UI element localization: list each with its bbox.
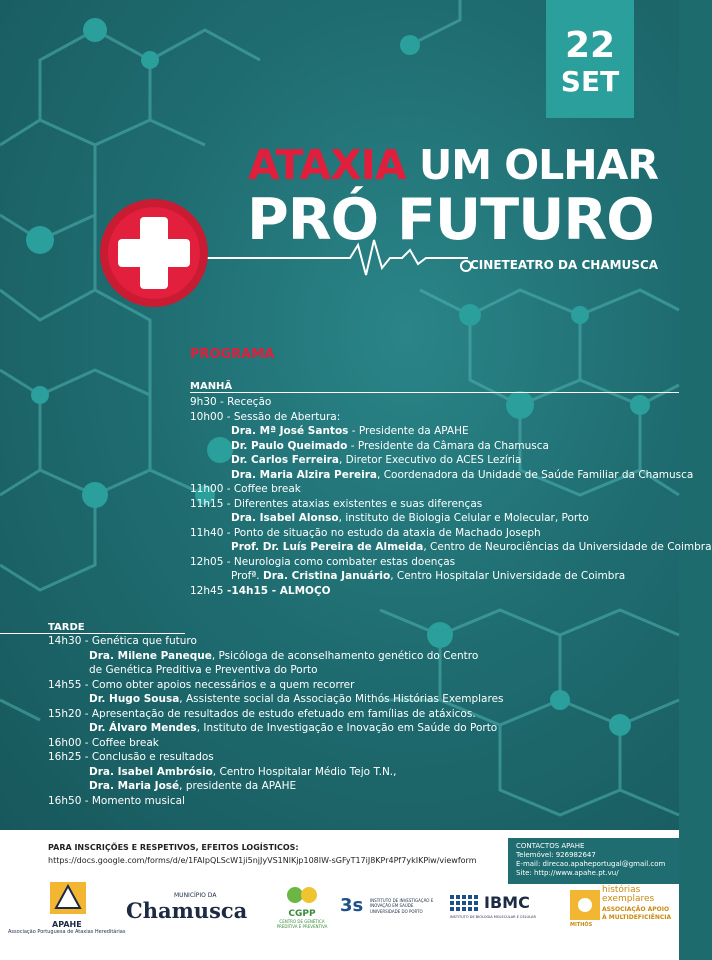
speaker-name: Dr. Hugo Sousa bbox=[89, 693, 180, 705]
date-badge bbox=[546, 0, 634, 118]
speaker-name: Dra. Cristina Januário bbox=[262, 570, 391, 582]
schedule-time: 11h15 bbox=[190, 497, 224, 510]
contacts-email[interactable]: E-mail: direcao.apaheportugal@gmail.com bbox=[516, 860, 666, 868]
schedule-item bbox=[48, 750, 504, 765]
schedule-time: 9h30 bbox=[190, 396, 217, 408]
schedule-text: - Genética que futuro bbox=[81, 635, 197, 647]
speaker-name: Dra. Mª José Santos bbox=[231, 425, 349, 437]
schedule-text: - Receção bbox=[216, 396, 272, 408]
schedule-item bbox=[190, 526, 712, 541]
schedule-text: , Centro Hospitalar Universidade de Coimbra bbox=[390, 570, 626, 582]
schedule-text: - Coffee break bbox=[223, 483, 301, 495]
schedule-item bbox=[190, 584, 712, 599]
schedule-text: - Conclusão e resultados bbox=[81, 751, 214, 763]
schedule-time: 10h00 bbox=[190, 410, 224, 423]
cgpp-logo: CGPP CENTRO DE GENÉTICA PREDITIVA E PREVENTIVA bbox=[270, 885, 334, 929]
schedule-time: 16h00 bbox=[48, 736, 82, 749]
schedule-time: 12h45 bbox=[190, 584, 224, 597]
schedule-text: - Presidente da Câmara da Chamusca bbox=[347, 439, 549, 452]
contacts-site[interactable]: Site: http://www.apahe.pt.vu/ bbox=[516, 869, 619, 877]
schedule-text: , Centro de Neurociências da Universidade de Coimbra bbox=[423, 541, 712, 553]
schedule-item bbox=[190, 395, 712, 410]
afternoon-schedule bbox=[48, 634, 504, 808]
speaker-name: Prof. Dr. Luís Pereira de Almeida bbox=[231, 541, 424, 553]
contacts-phone: Telemóvel: 926982647 bbox=[516, 851, 596, 859]
schedule-text: , Instituto de Investigação e Inovação em Saúde do Porto bbox=[196, 722, 498, 734]
speaker-name: Dr. Paulo Queimado bbox=[231, 439, 348, 452]
speaker-name: -14h15 - ALMOÇO bbox=[223, 584, 331, 597]
cgpp-emblem-icon bbox=[285, 885, 319, 905]
schedule-time: 12h05 bbox=[190, 555, 224, 568]
event-title-line1 bbox=[248, 142, 658, 188]
schedule-item bbox=[48, 663, 504, 678]
medical-cross-icon bbox=[98, 197, 210, 309]
apahe-logo: APAHE Associação Portuguesa de Ataxias Hereditárias bbox=[8, 880, 128, 935]
date-day: 22 bbox=[564, 25, 616, 66]
schedule-time: 11h00 bbox=[190, 483, 224, 495]
schedule-text: - Ponto de situação no estudo da ataxia de Machado Joseph bbox=[223, 526, 541, 539]
schedule-text: Profª. bbox=[231, 570, 263, 582]
schedule-item bbox=[190, 569, 712, 584]
schedule-text: de Genética Preditiva e Preventiva do Porto bbox=[89, 664, 318, 676]
schedule-text: - Presidente da APAHE bbox=[348, 425, 469, 437]
schedule-item bbox=[190, 410, 712, 425]
speaker-name: Dra. Isabel Alonso bbox=[231, 512, 339, 524]
schedule-text: - Diferentes ataxias existentes e suas diferenças bbox=[223, 497, 483, 510]
schedule-item bbox=[48, 649, 504, 664]
registration-link[interactable]: https://docs.google.com/forms/d/e/1FAIpQLScW1ji5njJyVS1NlKjp108IW-sGFyT17iJ8KPr4Pf7ykIKPiw/viewform bbox=[48, 856, 477, 865]
schedule-text: , Assistente social da Associação Mithós Histórias Exemplares bbox=[179, 693, 504, 705]
registration-title: PARA INSCRIÇÕES E RESPETIVOS, EFEITOS LOGÍSTICOS: bbox=[48, 843, 299, 852]
schedule-text: , Diretor Executivo do ACES Lezíria bbox=[338, 454, 522, 466]
speaker-name: Dr. Carlos Ferreira bbox=[231, 454, 339, 466]
speaker-name: Dr. Álvaro Mendes bbox=[89, 722, 197, 734]
contacts-title: CONTACTOS APAHE bbox=[516, 842, 585, 850]
schedule-item bbox=[190, 497, 712, 512]
speaker-name: Dra. Isabel Ambrósio bbox=[89, 765, 213, 778]
program-heading: PROGRAMA bbox=[190, 347, 275, 362]
morning-label: MANHÃ bbox=[190, 381, 233, 392]
schedule-item bbox=[190, 482, 712, 497]
mithos-sun-icon bbox=[570, 890, 600, 920]
schedule-item bbox=[190, 540, 712, 555]
schedule-item bbox=[48, 721, 504, 736]
event-title-line2: PRÓ FUTURO bbox=[247, 187, 654, 253]
speaker-name: Dra. Milene Paneque bbox=[89, 649, 212, 662]
schedule-text: , Coordenadora da Unidade de Saúde Familiar da Chamusca bbox=[377, 468, 694, 481]
schedule-item bbox=[48, 692, 504, 707]
schedule-text: , instituto de Biologia Celular e Molecular, Porto bbox=[338, 512, 589, 524]
schedule-item bbox=[48, 736, 504, 751]
schedule-item bbox=[48, 634, 504, 649]
chamusca-logo: MUNICÍPIO DA Chamusca bbox=[126, 892, 248, 923]
schedule-text: , presidente da APAHE bbox=[179, 780, 297, 792]
schedule-item bbox=[190, 468, 712, 483]
schedule-text: - Neurologia como combater estas doenças bbox=[223, 555, 456, 568]
schedule-time: 11h40 bbox=[190, 526, 224, 539]
schedule-item bbox=[48, 794, 504, 809]
schedule-text: - Sessão de Abertura: bbox=[223, 410, 341, 423]
speaker-name: Dra. Maria José bbox=[89, 780, 180, 792]
speaker-name: Dra. Maria Alzira Pereira bbox=[231, 468, 378, 481]
title-ataxia: ATAXIA bbox=[248, 141, 406, 189]
date-month: SET bbox=[560, 65, 620, 98]
schedule-text: - Coffee break bbox=[81, 736, 159, 749]
apahe-emblem-icon bbox=[48, 880, 88, 916]
schedule-text: - Como obter apoios necessários e a quem recorrer bbox=[81, 678, 355, 691]
schedule-item bbox=[48, 779, 504, 794]
schedule-time: 14h30 bbox=[48, 635, 82, 647]
schedule-time: 14h55 bbox=[48, 678, 82, 691]
schedule-item bbox=[48, 765, 504, 780]
event-venue: CINETEATRO DA CHAMUSCA bbox=[470, 258, 659, 272]
contacts-box bbox=[508, 838, 679, 884]
schedule-text: , Psicóloga de aconselhamento genético do Centro bbox=[211, 649, 479, 662]
morning-divider bbox=[190, 392, 679, 393]
schedule-time: 16h50 bbox=[48, 794, 82, 807]
morning-schedule bbox=[190, 395, 712, 598]
schedule-item bbox=[48, 707, 504, 722]
schedule-text: - Momento musical bbox=[81, 794, 185, 807]
schedule-item bbox=[48, 678, 504, 693]
schedule-item bbox=[190, 511, 712, 526]
schedule-item bbox=[190, 424, 712, 439]
schedule-item bbox=[190, 453, 712, 468]
schedule-text: , Centro Hospitalar Médio Tejo T.N., bbox=[212, 765, 397, 778]
schedule-text: - Apresentação de resultados de estudo efetuado em famílias de atáxicos. bbox=[81, 707, 476, 720]
schedule-item bbox=[190, 555, 712, 570]
schedule-time: 16h25 bbox=[48, 751, 82, 763]
title-um-olhar: UM OLHAR bbox=[405, 141, 658, 189]
afternoon-label: TARDE bbox=[48, 622, 85, 633]
schedule-time: 15h20 bbox=[48, 707, 82, 720]
schedule-item bbox=[190, 439, 712, 454]
ibmc-grid-icon bbox=[450, 895, 480, 913]
